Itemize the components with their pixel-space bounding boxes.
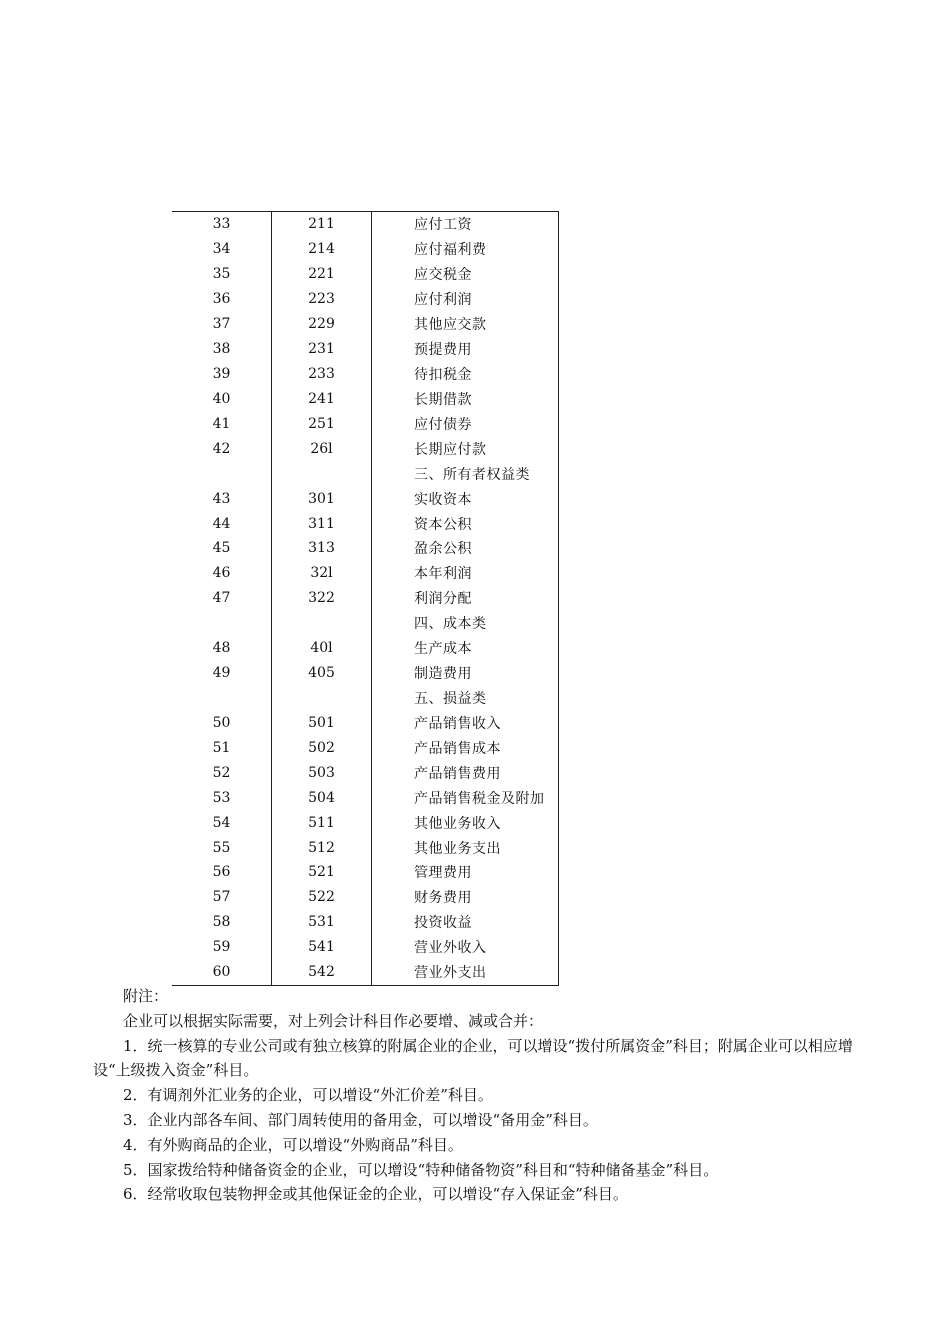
account-code-cell: 223 xyxy=(272,287,372,312)
account-name-cell: 产品销售税金及附加 xyxy=(372,785,559,810)
account-number-cell: 51 xyxy=(172,735,272,760)
account-number-cell xyxy=(172,461,272,486)
account-name-cell: 其他业务收入 xyxy=(372,810,559,835)
account-code-cell: 531 xyxy=(272,910,372,935)
account-code-cell: 501 xyxy=(272,710,372,735)
account-number-cell: 50 xyxy=(172,710,272,735)
account-name-cell: 盈余公积 xyxy=(372,536,559,561)
table-row xyxy=(172,860,559,885)
account-number-cell: 35 xyxy=(172,262,272,287)
account-code-cell: 502 xyxy=(272,735,372,760)
table-row xyxy=(172,411,559,436)
table-row xyxy=(172,386,559,411)
account-name-cell: 应付利润 xyxy=(372,287,559,312)
account-name-cell: 五、损益类 xyxy=(372,686,559,711)
table-row xyxy=(172,636,559,661)
account-name-cell: 其他应交款 xyxy=(372,312,559,337)
account-code-cell: 311 xyxy=(272,511,372,536)
account-number-cell: 57 xyxy=(172,885,272,910)
account-name-cell: 本年利润 xyxy=(372,561,559,586)
account-code-cell: 26l xyxy=(272,436,372,461)
table-row xyxy=(172,885,559,910)
account-name-cell: 营业外收入 xyxy=(372,935,559,960)
note-item-3: 3．企业内部各车间、部门周转使用的备用金，可以增设“备用金”科目。 xyxy=(123,1110,598,1129)
account-code-cell: 522 xyxy=(272,885,372,910)
account-code-cell: 251 xyxy=(272,411,372,436)
account-name-cell: 产品销售成本 xyxy=(372,735,559,760)
table-row xyxy=(172,810,559,835)
account-code-cell: 301 xyxy=(272,486,372,511)
account-number-cell: 34 xyxy=(172,237,272,262)
account-name-cell: 四、成本类 xyxy=(372,611,559,636)
account-number-cell xyxy=(172,686,272,711)
notes-intro: 企业可以根据实际需要，对上列会计科目作必要增、减或合并： xyxy=(123,1011,544,1030)
account-code-cell: 405 xyxy=(272,661,372,686)
account-number-cell: 53 xyxy=(172,785,272,810)
table-row xyxy=(172,436,559,461)
account-number-cell: 45 xyxy=(172,536,272,561)
account-name-cell: 三、所有者权益类 xyxy=(372,461,559,486)
account-number-cell: 48 xyxy=(172,636,272,661)
account-number-cell: 47 xyxy=(172,586,272,611)
account-name-cell: 营业外支出 xyxy=(372,960,559,985)
table-row xyxy=(172,910,559,935)
account-code-cell: 512 xyxy=(272,835,372,860)
account-name-cell: 应付福利费 xyxy=(372,237,559,262)
account-code-cell: 541 xyxy=(272,935,372,960)
account-number-cell: 44 xyxy=(172,511,272,536)
note-item-5: 5．国家拨给特种储备资金的企业，可以增设“特种储备物资”科目和“特种储备基金”科目。 xyxy=(123,1160,719,1179)
table-row xyxy=(172,312,559,337)
account-code-cell: 40l xyxy=(272,636,372,661)
table-row xyxy=(172,785,559,810)
account-name-cell: 财务费用 xyxy=(372,885,559,910)
table-row xyxy=(172,362,559,387)
account-name-cell: 应交税金 xyxy=(372,262,559,287)
account-number-cell: 59 xyxy=(172,935,272,960)
note-item-4: 4．有外购商品的企业，可以增设“外购商品”科目。 xyxy=(123,1135,463,1154)
account-name-cell: 长期借款 xyxy=(372,386,559,411)
table-row xyxy=(172,536,559,561)
account-name-cell: 投资收益 xyxy=(372,910,559,935)
account-number-cell: 40 xyxy=(172,386,272,411)
account-name-cell: 预提费用 xyxy=(372,337,559,362)
account-code-cell: 229 xyxy=(272,312,372,337)
account-number-cell: 49 xyxy=(172,661,272,686)
account-number-cell: 52 xyxy=(172,760,272,785)
table-row xyxy=(172,287,559,312)
account-code-cell: 221 xyxy=(272,262,372,287)
account-name-cell: 待扣税金 xyxy=(372,362,559,387)
account-code-cell: 211 xyxy=(272,212,372,237)
table-row xyxy=(172,835,559,860)
account-name-cell: 利润分配 xyxy=(372,586,559,611)
account-code-cell xyxy=(272,611,372,636)
account-number-cell: 54 xyxy=(172,810,272,835)
account-number-cell: 55 xyxy=(172,835,272,860)
account-name-cell: 产品销售费用 xyxy=(372,760,559,785)
account-code-cell: 32l xyxy=(272,561,372,586)
table-row xyxy=(172,586,559,611)
account-name-cell: 制造费用 xyxy=(372,661,559,686)
account-number-cell: 38 xyxy=(172,337,272,362)
note-item-6: 6．经常收取包装物押金或其他保证金的企业，可以增设“存入保证金”科目。 xyxy=(123,1185,628,1204)
account-name-cell: 其他业务支出 xyxy=(372,835,559,860)
account-code-cell: 504 xyxy=(272,785,372,810)
account-code-cell: 233 xyxy=(272,362,372,387)
table-row xyxy=(172,262,559,287)
account-name-cell: 管理费用 xyxy=(372,860,559,885)
account-number-cell: 60 xyxy=(172,960,272,985)
account-name-cell: 应付债券 xyxy=(372,411,559,436)
account-code-cell: 322 xyxy=(272,586,372,611)
notes-heading: 附注： xyxy=(123,987,169,1005)
table-row xyxy=(172,710,559,735)
table-row xyxy=(172,935,559,960)
note-item-2: 2．有调剂外汇业务的企业，可以增设“外汇价差”科目。 xyxy=(123,1086,493,1105)
table-row xyxy=(172,461,559,486)
account-number-cell: 46 xyxy=(172,561,272,586)
account-code-cell: 214 xyxy=(272,237,372,262)
table-row xyxy=(172,960,559,985)
account-code-cell: 542 xyxy=(272,960,372,985)
account-name-cell: 应付工资 xyxy=(372,212,559,237)
table-row xyxy=(172,486,559,511)
account-code-cell: 241 xyxy=(272,386,372,411)
account-name-cell: 生产成本 xyxy=(372,636,559,661)
account-number-cell: 39 xyxy=(172,362,272,387)
account-number-cell: 56 xyxy=(172,860,272,885)
account-name-cell: 实收资本 xyxy=(372,486,559,511)
account-code-cell: 313 xyxy=(272,536,372,561)
table-row xyxy=(172,561,559,586)
account-code-cell: 231 xyxy=(272,337,372,362)
table-row xyxy=(172,661,559,686)
account-number-cell: 58 xyxy=(172,910,272,935)
table-row xyxy=(172,511,559,536)
account-number-cell: 33 xyxy=(172,212,272,237)
accounts-table xyxy=(172,211,559,986)
account-number-cell: 43 xyxy=(172,486,272,511)
account-name-cell: 长期应付款 xyxy=(372,436,559,461)
table-row xyxy=(172,337,559,362)
notes-section xyxy=(93,984,863,1207)
account-number-cell: 37 xyxy=(172,312,272,337)
account-code-cell xyxy=(272,686,372,711)
table-row xyxy=(172,686,559,711)
table-row xyxy=(172,212,559,237)
account-code-cell: 511 xyxy=(272,810,372,835)
table-row xyxy=(172,611,559,636)
account-number-cell: 36 xyxy=(172,287,272,312)
account-name-cell: 产品销售收入 xyxy=(372,710,559,735)
account-number-cell: 41 xyxy=(172,411,272,436)
account-number-cell xyxy=(172,611,272,636)
account-code-cell: 503 xyxy=(272,760,372,785)
note-item-1: 1．统一核算的专业公司或有独立核算的附属企业的企业，可以增设“拨付所属资金”科目；附属企业可以相应增设“上级拨入资金”科目。 xyxy=(93,1036,853,1080)
account-code-cell xyxy=(272,461,372,486)
account-number-cell: 42 xyxy=(172,436,272,461)
account-name-cell: 资本公积 xyxy=(372,511,559,536)
account-code-cell: 521 xyxy=(272,860,372,885)
table-row xyxy=(172,237,559,262)
table-row xyxy=(172,735,559,760)
table-row xyxy=(172,760,559,785)
